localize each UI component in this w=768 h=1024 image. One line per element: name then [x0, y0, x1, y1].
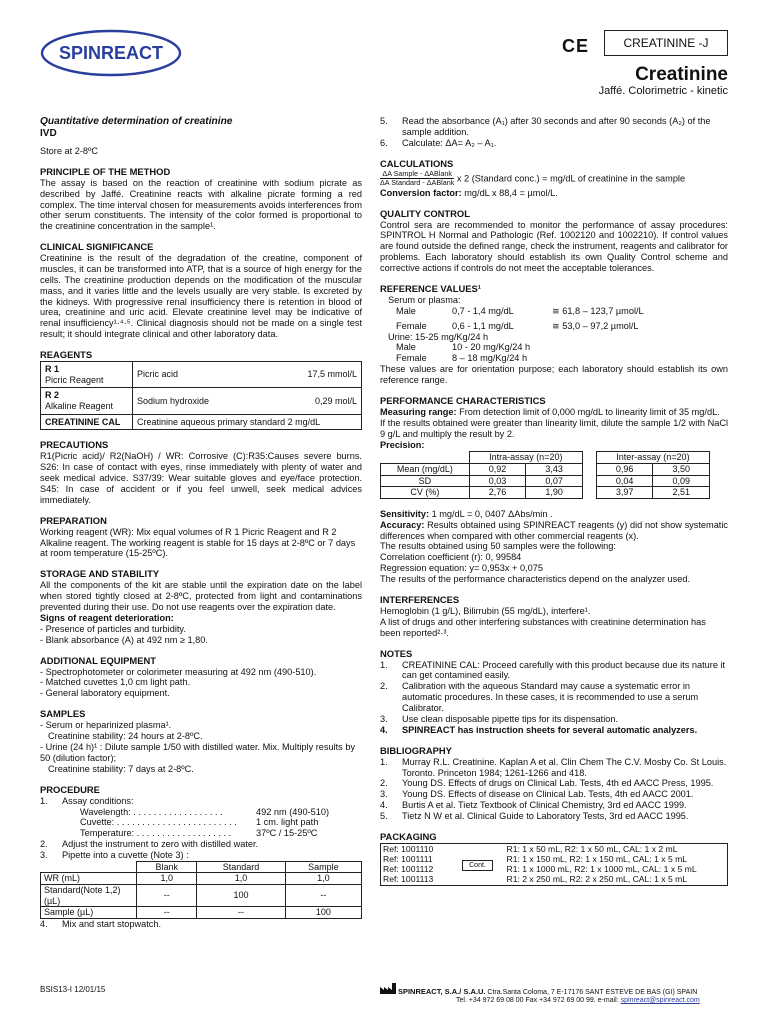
measuring-range: Measuring range: From detection limit of 0,000 mg/dL to linearity limit of 35 mg/dL.: [380, 406, 720, 417]
table-row: R 2 Alkaline Reagent Sodium hydroxide 0,29 mol/L: [41, 388, 362, 414]
table-row: R 1 Picric Reagent Picric acid 17,5 mmol/L: [41, 362, 362, 388]
table-row: Sample (µL) -- -- 100: [41, 907, 362, 919]
list-item: - General laboratory equipment.: [40, 688, 170, 699]
dilution-note: If the results obtained were greater than linearity limit, dilute the sample 1/2 with NaCl 9 g/L and multiply the result by 2.: [380, 417, 728, 439]
table-row: Mean (mg/dL) 0,92 3,43 0,96 3,50: [381, 464, 710, 476]
logo-text: SPINREACT: [58, 43, 164, 63]
interferences-text: A list of drugs and other interfering substances with creatinine determination has been reported²·³.: [380, 616, 706, 638]
preparation-heading: PREPARATION: [40, 514, 107, 526]
table-row: WR (mL) 1,0 1,0 1,0: [41, 873, 362, 885]
notes-heading: NOTES: [380, 647, 413, 659]
clinical-heading: CLINICAL SIGNIFICANCE: [40, 241, 154, 253]
ref-urine-male: Male 10 - 20 mg/Kg/24 h: [396, 342, 531, 353]
list-item: 2. Adjust the instrument to zero with distilled water.: [40, 839, 259, 850]
ref-serum-label: Serum or plasma:: [388, 294, 461, 305]
company-address: Ctra.Santa Coloma, 7 E-17176 SANT ESTEVE DE BAS (GI) SPAIN: [487, 989, 698, 996]
ce-mark: CE: [562, 36, 590, 56]
table-row: CREATININE CAL Creatinine aqueous primary standard 2 mg/dL: [41, 414, 362, 430]
doc-code: BSIS13-I 12/01/15: [40, 985, 106, 994]
precision-heading: Precision:: [380, 439, 425, 450]
list-item: 1. CREATININE CAL: Proceed carefully with this product because due its nature it can get contamined easily.: [380, 659, 726, 681]
spinreact-logo: [40, 28, 182, 78]
table-row: CV (%) 2,76 1,90 3,97 2,51: [381, 487, 710, 499]
reagents-table: [40, 361, 362, 430]
list-item: 1. Murray R.L. Creatinine. Kaplan A et al. Clin Chem The C.V. Mosby Co. St Louis. Toronto. Princeton 1984; 1261-1266 and 418.: [380, 756, 727, 778]
list-item: Creatinine stability: 24 hours at 2-8ºC.: [48, 731, 203, 742]
accuracy: Accuracy: Results obtained using SPINREACT reagents (y) did not show systematic differences when compared with other commercial reagents (x).: [380, 519, 728, 541]
list-item: - Spectrophotometer or colorimeter measuring at 492 nm (490-510).: [40, 666, 317, 677]
equipment-heading: ADDITIONAL EQUIPMENT: [40, 654, 156, 666]
company-name: SPINREACT, S.A./ S.A.U.: [397, 987, 486, 996]
ref-row-female: Female 0,6 - 1,1 mg/dL ≅ 53,0 – 97,2 µmol/L: [396, 320, 639, 331]
list-item: 5. Tietz N W et al. Clinical Guide to Laboratory Tests, 3rd ed AACC 1995.: [380, 811, 689, 822]
company-contact: Tel. +34 972 69 08 00 Fax +34 972 69 00 99. e-mail:: [456, 997, 619, 1005]
list-item: 2. Young DS. Effects of drugs on Clinical Lab. Tests, 4th ed AACC Press, 1995.: [380, 778, 714, 789]
precautions-heading: PRECAUTIONS: [40, 439, 109, 451]
product-code-box: CREATININE -J: [604, 30, 728, 56]
email-link[interactable]: spinreact@spinreact.com: [620, 997, 700, 1005]
formula-fraction: $\frac{\text{ΔA Sample - ΔABlank}}{\text{ΔA Standard - ΔABlank}}$: [380, 168, 455, 188]
list-item: 1. Assay conditions:: [40, 795, 134, 806]
table-row: Ref: 1001111 R1: 1 x 150 mL, R2: 1 x 150 mL, CAL: 1 x 5 mL: [383, 854, 688, 865]
cont-label: Cont.: [462, 860, 493, 871]
accuracy-line: Regression equation: y= 0,953x + 0,075: [380, 563, 543, 574]
precision-table: [380, 451, 710, 498]
packaging-table: [380, 843, 728, 886]
table-row: Intra-assay (n=20) Inter-assay (n=20): [381, 452, 710, 464]
accuracy-line: The results of the performance characteristics depend on the analyzer used.: [380, 573, 690, 584]
list-item: 6. Calculate: ΔA= A₂ – A₁.: [380, 137, 497, 148]
principle-heading: PRINCIPLE OF THE METHOD: [40, 165, 171, 177]
samples-heading: SAMPLES: [40, 708, 86, 720]
table-row: SD 0,03 0,07 0,04 0,09: [381, 475, 710, 487]
list-item: 4. SPINREACT has instruction sheets for several automatic analyzers.: [380, 724, 698, 735]
footer-address-block: [380, 983, 730, 1006]
reagents-heading: REAGENTS: [40, 349, 93, 361]
table-row: Ref: 1001110 Cont. R1: 1 x 50 mL, R2: 1 x 50 mL, CAL: 1 x 2 mL: [383, 843, 678, 869]
list-item: - Urine (24 h)¹ : Dilute sample 1/50 with distilled water. Mix. Multiply results by 50 (dilution factor);: [40, 741, 356, 763]
interferences-heading: INTERFERENCES: [380, 593, 460, 605]
storage-temp: Store at 2-8ºC: [40, 145, 98, 156]
list-item: 4. Burtis A et al. Tietz Textbook of Clinical Chemistry, 3rd ed AACC 1999.: [380, 800, 687, 811]
ref-row-male: Male 0,7 - 1,4 mg/dL ≅ 61,8 – 123,7 µmol/L: [396, 305, 644, 316]
pipetting-table: [40, 861, 362, 919]
list-item: 2. Calibration with the aqueous Standard may cause a systematic error in automatic procedures. In these cases, it is recommended to use a serum Calibrator.: [380, 681, 699, 714]
table-row: Ref: 1001113 R1: 2 x 250 mL, R2: 2 x 250 mL, CAL: 1 x 5 mL: [383, 874, 688, 885]
quality-control-heading: QUALITY CONTROL: [380, 207, 470, 219]
table-row: Blank Standard Sample: [41, 861, 362, 873]
list-item: - Matched cuvettes 1,0 cm light path.: [40, 677, 191, 688]
ref-urine-label: Urine: 15-25 mg/Kg/24 h: [388, 331, 489, 342]
preparation-text: Working reagent (WR): Mix equal volumes of R 1 Picric Reagent and R 2 Alkaline reagent. The working reagent is stable for 15 days at 2-8ºC or 7 days at room temperature (15-25ºC).: [40, 526, 356, 559]
calculation-formula: $\frac{\text{ΔA Sample - ΔABlank}}{\text{ΔA Standard - ΔABlank}}$ x 2 (Standard conc.) = mg/dL of creatinine in the sample: [380, 168, 686, 188]
list-item: - Serum or heparinized plasma¹.: [40, 720, 172, 731]
bibliography-list: [380, 757, 728, 822]
table-row: Ref: 1001112 R1: 1 x 1000 mL, R2: 1 x 1000 mL, CAL: 1 x 5 mL: [383, 864, 697, 875]
intro-title: Quantitative determination of creatinine: [40, 116, 233, 127]
procedure-heading: PROCEDURE: [40, 783, 100, 795]
list-item: Creatinine stability: 7 days at 2-8ºC.: [48, 763, 194, 774]
list-item: 3. Use clean disposable pipette tips for its dispensation.: [380, 713, 619, 724]
clinical-text: Creatinine is the result of the degradation of the creatine, component of muscles, it can be transformed into ATP, that is a source of high energy for the cells. The creatinine production depends on the modification of the muscular mass, and it varies little and the levels usually are very stable. Is excreted by the kidneys. With progressive renal insufficiency there is retention in blood of urea, creatinine and uric acid. Elevate creatinine level may be indicative of renal insufficiency¹·⁴·⁵. Clinical diagnosis should not be made on a single test result; it should integrate clinical and other laboratory data.: [40, 253, 362, 340]
storage-heading: STORAGE AND STABILITY: [40, 568, 160, 580]
ref-urine-female: Female 8 – 18 mg/Kg/24 h: [396, 353, 528, 364]
interferences-text: Hemoglobin (1 g/L), Bilirrubin (55 mg/dL), interfere¹.: [380, 605, 591, 616]
reference-values-heading: REFERENCE VALUES¹: [380, 282, 481, 294]
performance-heading: PERFORMANCE CHARACTERISTICS: [380, 394, 546, 406]
factory-icon: [380, 989, 398, 996]
list-item: 3. Pipette into a cuvette (Note 3) :: [40, 849, 189, 860]
deterioration-heading: Signs of reagent deterioration:: [40, 612, 174, 623]
list-item: 5. Read the absorbance (A₁) after 30 seconds and after 90 seconds (A₂) of the sample addition.: [380, 116, 711, 137]
list-item: 3. Young DS. Effects of disease on Clinical Lab. Tests, 4th ed AACC 2001.: [380, 789, 694, 800]
assay-conditions: Wavelength: . . . . . . . . . . . . . . . . . . 492 nm (490-510) Cuvette: . . . . . . . . . . . . . . . . . . . . . . . . 1 cm. light path Temperature: . . . . . . . . . . . . . . . . . . . 37ºC / 15-25ºC: [80, 806, 330, 839]
list-item: 4. Mix and start stopwatch.: [40, 918, 162, 929]
bibliography-heading: BIBLIOGRAPHY: [380, 744, 452, 756]
storage-text: All the components of the kit are stable until the expiration date on the label when stored tightly closed at 2-8ºC, protected from light and contaminations prevented during their use. Do not use reagents over the expiration date.: [40, 580, 362, 613]
precautions-text: R1(Picric acid)/ R2(NaOH) / WR: Corrosive (C):R35:Causes severe burns. S26: In case of contact with eyes, rinse immediately with plenty of water and seek medical advice. S37/39: Wear suitable gloves and eye/face protection. S45: In case of accident or if you feel unwell, seek medical advices immediately.: [40, 451, 362, 505]
notes-list: [380, 660, 728, 736]
accuracy-line: The results obtained using 50 samples were the following:: [380, 541, 616, 552]
ref-note: These values are for orientation purpose; each laboratory should establish its own reference range.: [380, 364, 728, 385]
accuracy-line: Correlation coefficient (r): 0, 99584: [380, 552, 522, 563]
page-title: Creatinine: [635, 64, 728, 85]
principle-text: The assay is based on the reaction of creatinine with sodium picrate as described by Jaffé. Creatinine reacts with alkaline picrate forming a red complex. The time interval chosen for measurements avoids interferences from other serum constituents. The intensity of the color formed is proportional to the creatinine concentration in the sample¹.: [40, 177, 362, 232]
calculations-heading: CALCULATIONS: [380, 157, 454, 169]
right-column: 5. Read the absorbance (A₁) after 30 seconds and after 90 seconds (A₂) of the sample addition. 6. Calculate: ΔA= A₂ – A₁. CALCULATIONS $\frac{\text{ΔA Sample - ΔABlank}}{\text{ΔA Standard - ΔABlank}}$ x 2 (Standard conc.) = mg/dL of creatinine in the sample Conversion factor: mg/dL x 88,4 = µmol/L. QUALITY CONTROL Control sera are recommended to monitor the performance of assay procedures: SPINTROL H Normal and Pathologic (Ref. 1002120 and 1002210). If control values are found outside the defined range, check the instrument, reagents and calibrator for problems. Each laboratory should establish its own Quality Control scheme and corrective actions if controls do not meet the acceptable tolerances. REFERENCE VALUES¹ Serum or plasma: Male 0,7 - 1,4 mg/dL ≅ 61,8 – 123,7 µmol/L Female 0,6 - 1,1 mg/dL ≅ 53,0 – 97,2 µmol/L Urine: 15-25 mg/Kg/24 h Male 10 - 20 mg/Kg/24 h Female 8 – 18 mg/Kg/24 h These values are for orientation purpose; each laboratory should establish its own reference range. PERFORMANCE CHARACTERISTICS Measuring range: From detection limit of 0,000 mg/dL to linearity limit of 35 mg/dL. If the results obtained were greater than linearity limit, dilute the sample 1/2 with NaCl 9 g/L and multiply the result by 2. Precision: Intra-assay (n=20) Inter-assay (n=20) Mean (mg/dL) 0,92 3,43 0,96 3,50 SD 0,03 0,07 0,04 0,09 CV (%) 2,76 1,90 3,97 2,51 Sensitivity: 1 mg/dL = 0, 0407 ΔAbs/min . Accuracy: Results obtained using SPINREACT reagents (y) did not show systematic differences when compared with other commercial reagents (x). The results obtained using 50 samples were the following: Correlation coefficient (r): 0, 99584 Regression equation: y= 0,953x + 0,075 The results of the performance characteristics depend on the analyzer used. INTERFERENCES Hemoglobin (1 g/L), Bilirrubin (55 mg/dL), interfere¹. A list of drugs and other interfering substances with creatinine determination has been reported²·³. NOTES 1. CREATININE CAL: Proceed carefully with this product because due its nature it can get contamined easily. 2. Calibration with the aqueous Standard may cause a systematic error in automatic procedures. In these cases, it is recommended to use a serum Calibrator. 3. Use clean disposable pipette tips for its dispensation. 4. SPINREACT has instruction sheets for several automatic analyzers. BIBLIOGRAPHY 1. Murray R.L. Creatinine. Kaplan A et al. Clin Chem The C.V. Mosby Co. St Louis. Toronto. Princeton 1984; 1261-1266 and 418. 2. Young DS. Effects of drugs on Clinical Lab. Tests, 4th ed AACC Press, 1995. 3. Young DS. Effects of disease on Clinical Lab. Tests, 4th ed AACC 2001. 4. Burtis A et al. Tietz Textbook of Clinical Chemistry, 3rd ed AACC 1999. 5. Tietz N W et al. Clinical Guide to Laboratory Tests, 3rd ed AACC 1995. PACKAGING Ref: 1001110 Cont. R1: 1 x 50 mL, R2: 1 x 50 mL, CAL: 1 x 2 mL Ref: 1001111 R1: 1 x 150 mL, R2: 1 x 150 mL, CAL: 1 x 5 mL Ref: 1001112 R1: 1 x 1000 mL, R2: 1 x 1000 mL, CAL: 1 x 5 mL Ref: 1001113 R1: 2 x 250 mL, R2: 2 x 250 mL, CAL: 1 x 5 mL: [380, 116, 728, 885]
sensitivity: Sensitivity: 1 mg/dL = 0, 0407 ΔAbs/min .: [380, 508, 553, 519]
quality-control-text: Control sera are recommended to monitor the performance of assay procedures: SPINTROL H Normal and Pathologic (Ref. 1002120 and 1002210). If control values are found outside the defined range, check the instrument, reagents and calibrator for problems. Each laboratory should establish its own Quality Control scheme and corrective actions if controls do not meet the acceptable tolerances.: [380, 219, 728, 274]
list-item: - Blank absorbance (A) at 492 nm ≥ 1,80.: [40, 634, 208, 645]
list-item: - Presence of particles and turbidity.: [40, 623, 186, 634]
page-subtitle: Jaffé. Colorimetric - kinetic: [598, 85, 728, 97]
packaging-heading: PACKAGING: [380, 830, 437, 842]
table-row: Standard(Note 1,2) (µL) -- 100 --: [41, 885, 362, 907]
procedure-list: [40, 796, 362, 807]
ivd-label: IVD: [40, 128, 57, 140]
left-column: [40, 116, 362, 930]
